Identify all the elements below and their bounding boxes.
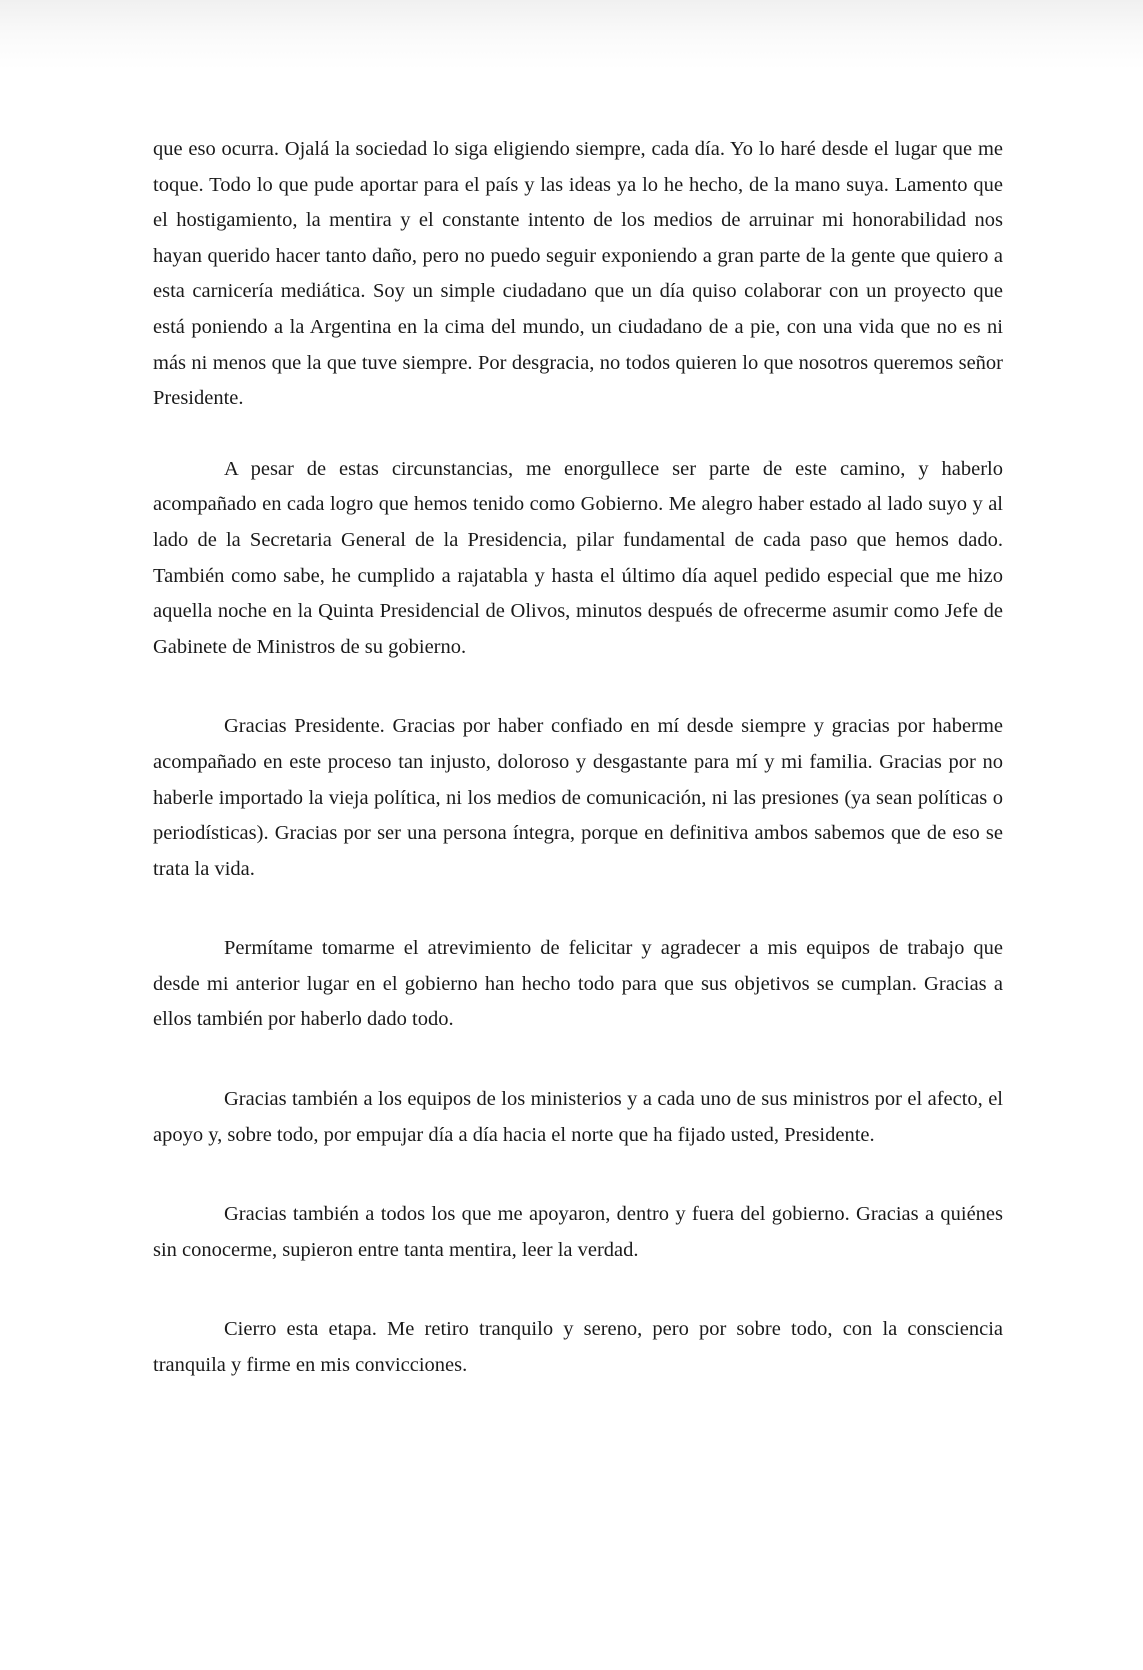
paragraph-2: A pesar de estas circunstancias, me enorgullece ser parte de este camino, y haberlo acompañado en cada logro que hemos tenido como Gobierno. Me alegro haber estado al lado suyo y al lado de la Secretaria General de la Presidencia, pilar fundamental de cada paso que hemos dado. También como sabe, he cumplido a rajatabla y hasta el último día aquel pedido especial que me hizo aquella noche en la Quinta Presidencial de Olivos, minutos después de ofrecerme asumir como Jefe de Gabinete de Ministros de su gobierno. [153,457,1003,658]
paragraph-7: Cierro esta etapa. Me retiro tranquilo y sereno, pero por sobre todo, con la consciencia tranquila y firme en mis convicciones. [153,1318,1003,1377]
paragraph-5: Gracias también a los equipos de los ministerios y a cada uno de sus ministros por el afecto, el apoyo y, sobre todo, por empujar día a día hacia el norte que ha fijado usted, Presidente. [153,1088,1003,1146]
paragraph-1: que eso ocurra. Ojalá la sociedad lo siga eligiendo siempre, cada día. Yo lo haré desde el lugar que me toque. Todo lo que pude aportar para el país y las ideas ya lo he hecho, de la mano suya. Lamento que el hostigamiento, la mentira y el constante intento de los medios de arruinar mi honorabilidad nos hayan querido hacer tanto daño, pero no puedo seguir exponiendo a gran parte de la gente que quiero a esta carnicería mediática. Soy un simple ciudadano que un día quiso colaborar con un proyecto que está poniendo a la Argentina en la cima del mundo, un ciudadano de a pie, con una vida que no es ni más ni menos que la que tuve siempre. Por desgracia, no todos quieren lo que nosotros queremos señor Presidente. [153,138,1003,410]
paragraph-3: Gracias Presidente. Gracias por haber confiado en mí desde siempre y gracias por haberme acompañado en este proceso tan injusto, doloroso y desgastante para mí y mi familia. Gracias por no haberle importado la vieja política, ni los medios de comunicación, ni las presiones (ya sean políticas o periodísticas). Gracias por ser una persona íntegra, porque en definitiva ambos sabemos que de eso se trata la vida. [153,715,1003,880]
letter-body [153,132,1003,1384]
paragraph-6: Gracias también a todos los que me apoyaron, dentro y fuera del gobierno. Gracias a quiénes sin conocerme, supieron entre tanta mentira, leer la verdad. [153,1203,1003,1261]
scan-top-shadow [0,0,1143,70]
paragraph-4: Permítame tomarme el atrevimiento de felicitar y agradecer a mis equipos de trabajo que desde mi anterior lugar en el gobierno han hecho todo para que sus objetivos se cumplan. Gracias a ellos también por haberlo dado todo. [153,937,1003,1031]
